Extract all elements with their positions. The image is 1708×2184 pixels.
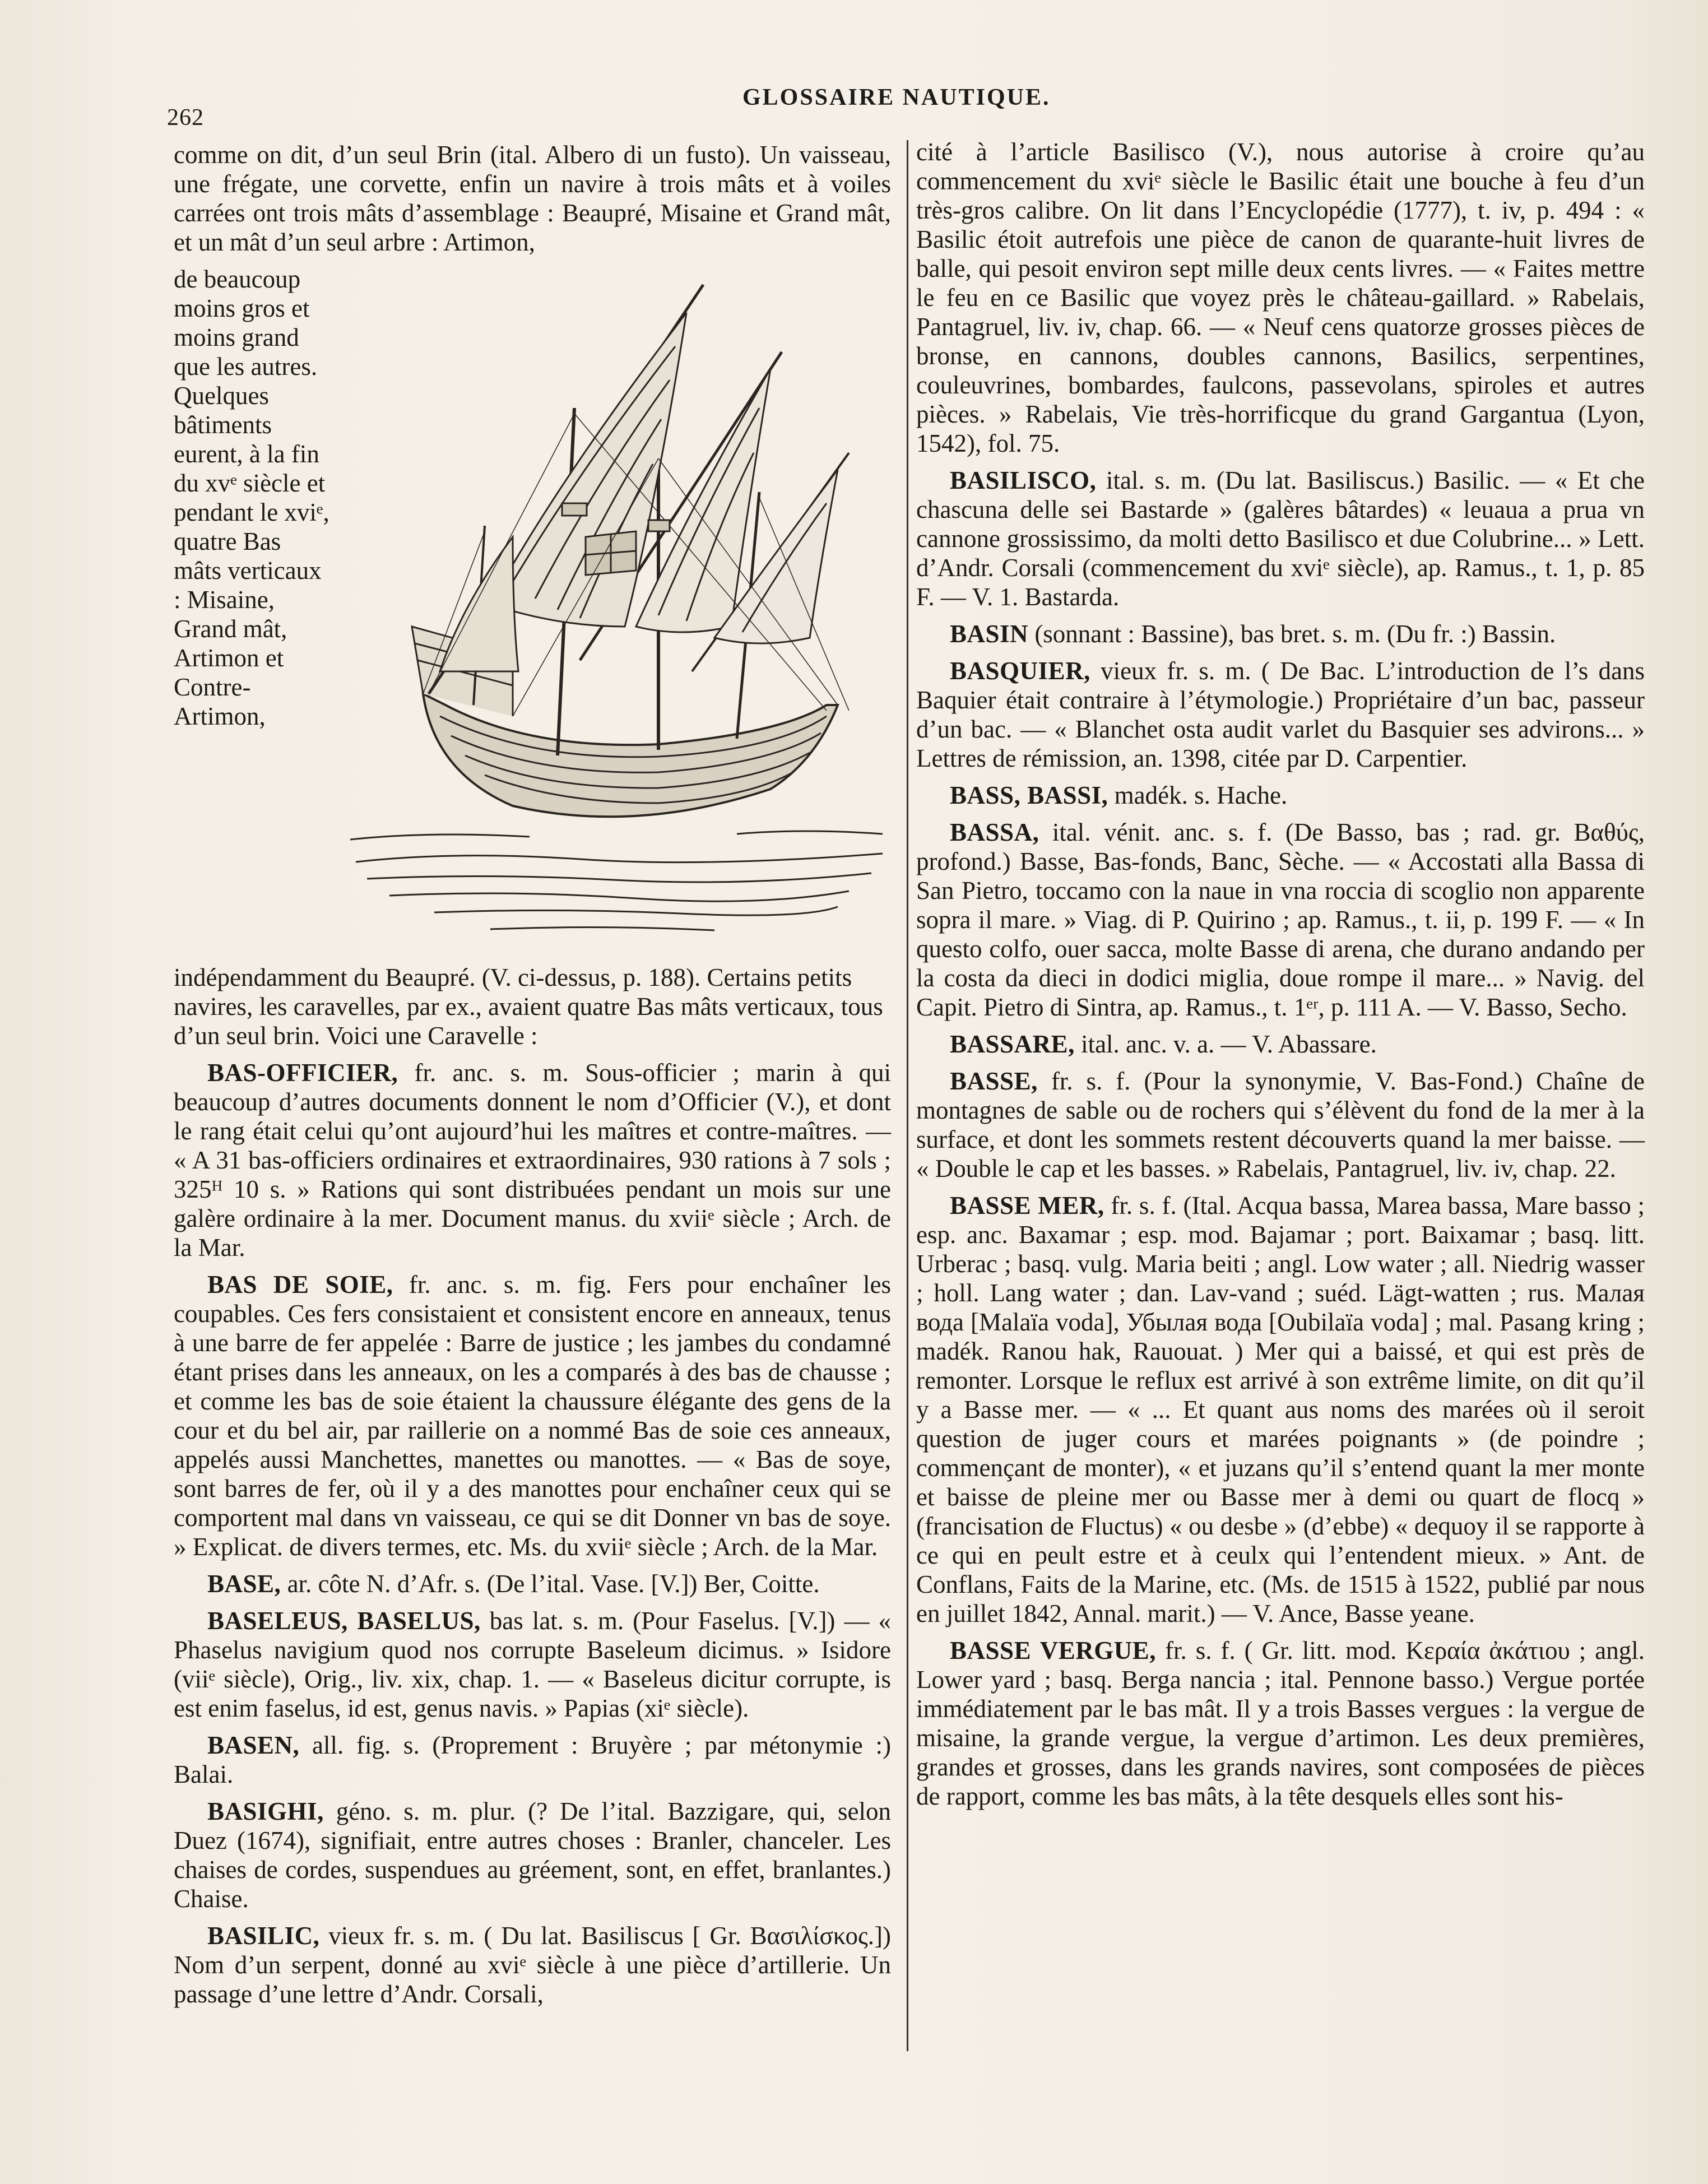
entry-bassa bbox=[916, 818, 1645, 1022]
headword: BASS, BASSI, bbox=[950, 781, 1108, 809]
entry-basilic bbox=[174, 1921, 891, 2009]
headword: BASIGHI, bbox=[207, 1797, 324, 1825]
intro-with-figure bbox=[174, 265, 891, 1058]
entry-basse-mer bbox=[916, 1191, 1645, 1628]
column-rule bbox=[907, 140, 908, 2051]
headword: BASSE MER, bbox=[950, 1191, 1104, 1219]
definition: géno. s. m. plur. (? De l’ital. Bazzigare, qui, selon Duez (1674), signifiait, entre autres choses : Branler, chanceler. Les chaises de cordes, suspendues au gréement, sont, en effet, branlantes.) Chaise. bbox=[174, 1797, 891, 1913]
entry-baseleus bbox=[174, 1606, 891, 1723]
definition: vieux fr. s. m. ( De Bac. L’introduction de l’s dans Baquier était contraire à l’étymologie.) Propriétaire d’un bac, passeur d’un bac. — « Blanchet osta audit varlet du Basquier ses advirons... » Lettres de rémission, an. 1398, citée par D. Carpentier. bbox=[916, 657, 1645, 772]
entry-bas-de-soie bbox=[174, 1270, 891, 1561]
entry-bas-officier bbox=[174, 1058, 891, 1262]
headword: BAS DE SOIE, bbox=[207, 1270, 393, 1299]
entry-basen bbox=[174, 1731, 891, 1789]
definition: ital. vénit. anc. s. f. (De Basso, bas ; rad. gr. Βαθύς, profond.) Basse, Bas-fonds, Banc, Sèche. — « Accostati alla Bassa di San Pietro, toccamo con la naue in vna roccia di scoglio non apparente sopra il mare. » Viag. di P. Quirino ; ap. Ramus., t. ii, p. 199 F. — « In questo colfo, ouer sacca, molte Basse di arena, che durano andando per la costa da dieci in dodici miglia, doue rompe il mare... » Navig. del Capit. Pietro di Sintra, ap. Ramus., t. 1ᵉʳ, p. 111 A. — V. Basso, Secho. bbox=[916, 818, 1645, 1021]
definition: fr. s. f. (Pour la synonymie, V. Bas-Fond.) Chaîne de montagnes de sable ou de rochers qui s’élèvent du fond de la mer à la surface, et dont les sommets restent découverts quand la mer baisse. — « Double le cap et les basses. » Rabelais, Pantagruel, liv. iv, chap. 22. bbox=[916, 1067, 1645, 1183]
intro-paragraph: comme on dit, d’un seul Brin (ital. Albero di un fusto). Un vaisseau, une frégate, une corvette, enfin un navire à trois mâts et à voiles carrées ont trois mâts d’assemblage : Beaupré, Misaine et Grand mât, et un mât d’un seul arbre : Artimon, bbox=[174, 141, 891, 256]
entry-bassare bbox=[916, 1030, 1645, 1059]
headword: BASILISCO, bbox=[950, 466, 1097, 494]
definition: fr. anc. s. m. fig. Fers pour enchaîner les coupables. Ces fers consistaient et consistent encore en anneaux, tenus à une barre de fer appelée : Barre de justice ; les jambes du condamné étant prises dans les anneaux, on les a comparés à des bas de chausse ; et comme les bas de soie étaient la chaussure élégante des gens de la cour et du bel air, par raillerie on a nommé Bas de soie ces anneaux, appelés aussi Manchettes, manettes ou manottes. — « Bas de soye, sont barres de fer, où il y a des manottes pour enchaîner ceux qui se comportent mal dans vn vaisseau, ce qui se dit Donner vn bas de soye. » Explicat. de divers termes, etc. Ms. du xviiᵉ siècle ; Arch. de la Mar. bbox=[174, 1270, 891, 1561]
definition: fr. s. f. (Ital. Acqua bassa, Marea bassa, Mare basso ; esp. anc. Baxamar ; esp. mod. Bajamar ; port. Baixamar ; basq. litt. Urberac ; basq. vulg. Maria beiti ; angl. Low water ; all. Niedrig wasser ; holl. Lang water ; dan. Lav-vand ; suéd. Lägt-watten ; rus. Малая вода [Malaïa voda], Убылая вода [Oubilaïa voda] ; mal. Pasang kring ; madék. Ranou hak, Rauouat. ) Mer qui a baissé, et qui est près de remonter. Lorsque le reflux est arrivé à son extrême limite, on dit qu’il y a Basse mer. — « ... Et quant aus noms des marées où il seroit question de juger cours et marées poignants » (de poindre ; commençant de monter), « et juzans qu’il s’entend quant la mer monte et baisse de pleine mer ou Basse mer à demi ou quart de flocq » (francisation de Fluctus) « ou desbe » (d’ebbe) « dequoy il se rapporte à ce qui en peult estre et à ceulx qui l’entendent mieux. » Ant. de Conflans, Faits de la Marine, etc. (Ms. de 1515 à 1522, publié par nous en juillet 1842, Annal. marit.) — V. Ance, Basse yeane. bbox=[916, 1191, 1645, 1627]
headword: BAS-OFFICIER, bbox=[207, 1059, 398, 1087]
headword: BASIN bbox=[950, 620, 1029, 648]
entry-basse bbox=[916, 1067, 1645, 1183]
entry-basighi bbox=[174, 1797, 891, 1913]
entry-basse-vergue bbox=[916, 1636, 1645, 1811]
page-number: 262 bbox=[167, 105, 204, 131]
headword: BASSA, bbox=[950, 818, 1039, 846]
definition: (sonnant : Bassine), bas bret. s. m. (Du fr. :) Bassin. bbox=[1028, 620, 1556, 648]
headword: BASELEUS, BASELUS, bbox=[207, 1607, 481, 1635]
entry-basquier bbox=[916, 656, 1645, 773]
definition: all. fig. s. (Proprement : Bruyère ; par métonymie :) Balai. bbox=[174, 1731, 891, 1788]
definition: madék. s. Hache. bbox=[1108, 781, 1288, 809]
headword: BASSE, bbox=[950, 1067, 1038, 1095]
caravel-illustration bbox=[345, 268, 891, 957]
left-column bbox=[174, 140, 891, 2016]
entry-basilisco bbox=[916, 466, 1645, 611]
caravel-engraving-icon bbox=[345, 268, 891, 957]
definition: ar. côte N. d’Afr. s. (De l’ital. Vase. [V.]) Ber, Coitte. bbox=[281, 1570, 820, 1598]
entry-basin bbox=[916, 619, 1645, 648]
running-title: GLOSSAIRE NAUTIQUE. bbox=[742, 85, 1051, 110]
definition: ital. anc. v. a. — V. Abassare. bbox=[1074, 1030, 1377, 1058]
continuation-paragraph: cité à l’article Basilisco (V.), nous autorise à croire qu’au commencement du xviᵉ siècle le Basilic était une bouche à feu d’un très-gros calibre. On lit dans l’Encyclopédie (1777), t. iv, p. 494 : « Basilic étoit autrefois une pièce de canon de quarante-huit livres de balle, qui pesoit environ sept mille deux cents livres. — « Faites mettre le feu en ce Basilic que voyez près le château-gaillard. » Rabelais, Pantagruel, liv. iv, chap. 66. — « Neuf cens quatorze grosses pièces de bronse, en cannons, doubles cannons, Basilics, serpentines, couleuvrines, bombardes, faulcons, passevolans, spiroles et autres pièces. » Rabelais, Vie très-horrificque du grand Gargantua (Lyon, 1542), fol. 75. bbox=[916, 138, 1645, 457]
definition: ital. s. m. (Du lat. Basiliscus.) Basilic. — « Et che chascuna delle sei Bastarde » (galères bâtardes) « leuaua a prua vn cannone grossissimo, da molti detto Basilisco et due Colubrine... » Lett. d’Andr. Corsali (commencement du xviᵉ siècle), ap. Ramus., t. 1, p. 85 F. — V. 1. Bastarda. bbox=[916, 466, 1645, 611]
headword: BASQUIER, bbox=[950, 657, 1090, 685]
headword: BASEN, bbox=[207, 1731, 300, 1759]
headword: BASSE VERGUE, bbox=[950, 1636, 1157, 1664]
definition: vieux fr. s. m. ( Du lat. Basiliscus [ Gr. Βασιλίσκος.]) Nom d’un serpent, donné au xviᵉ siècle à une pièce d’artillerie. Un passage d’une lettre d’Andr. Corsali, bbox=[174, 1922, 891, 2008]
entry-base bbox=[174, 1569, 891, 1598]
entry-bass bbox=[916, 781, 1645, 810]
right-column bbox=[916, 137, 1645, 1819]
headword: BASILIC, bbox=[207, 1922, 320, 1950]
intro-narrow-paragraph: de beaucoup moins gros et moins grand que les autres. Quelques bâtiments eurent, à la fin du xvᵉ siècle et pendant le xviᵉ, quatre Bas mâts verticaux : Misaine, Grand mât, Artimon et Contre-Artimon, indépendamment du Beaupré. (V. ci-dessus, p. 188). Certains petits navires, les caravelles, par ex., avaient quatre Bas mâts verticaux, tous d’un seul brin. Voici une Caravelle : bbox=[174, 265, 883, 1050]
definition: fr. anc. s. m. Sous-officier ; marin à qui beaucoup d’autres documents donnent le nom d’Officier (V.), et dont le rang était celui qu’ont aujourd’hui les maîtres et contre-maîtres. — « A 31 bas-officiers ordinaires et extraordinaires, 930 rations à 7 sols ; 325ᴴ 10 s. » Rations qui sont distribuées pendant un mois sur une galère ordinaire à la mer. Document manus. du xviiᵉ siècle ; Arch. de la Mar. bbox=[174, 1059, 891, 1262]
headword: BASSARE, bbox=[950, 1030, 1075, 1058]
headword: BASE, bbox=[207, 1570, 281, 1598]
definition: bas lat. s. m. (Pour Faselus. [V.]) — « Phaselus navigium quod nos corrupte Baseleum dicimus. » Isidore (viiᵉ siècle), Orig., liv. xix, chap. 1. — « Baseleus dicitur corrupte, is est enim faselus, id est, genus navis. » Papias (xiᵉ siècle). bbox=[174, 1607, 891, 1722]
definition: fr. s. f. ( Gr. litt. mod. Κεραία ἀκάτιου ; angl. Lower yard ; basq. Berga nancia ; ital. Pennone basso.) Vergue portée immédiatement par le bas mât. Il y a trois Basses vergues : la vergue de misaine, la grande vergue, la vergue d’artimon. Les deux premières, grandes et grosses, dans les grands navires, sont composées de pièces de rapport, comme les bas mâts, à la tête desquels elles sont his- bbox=[916, 1636, 1645, 1810]
